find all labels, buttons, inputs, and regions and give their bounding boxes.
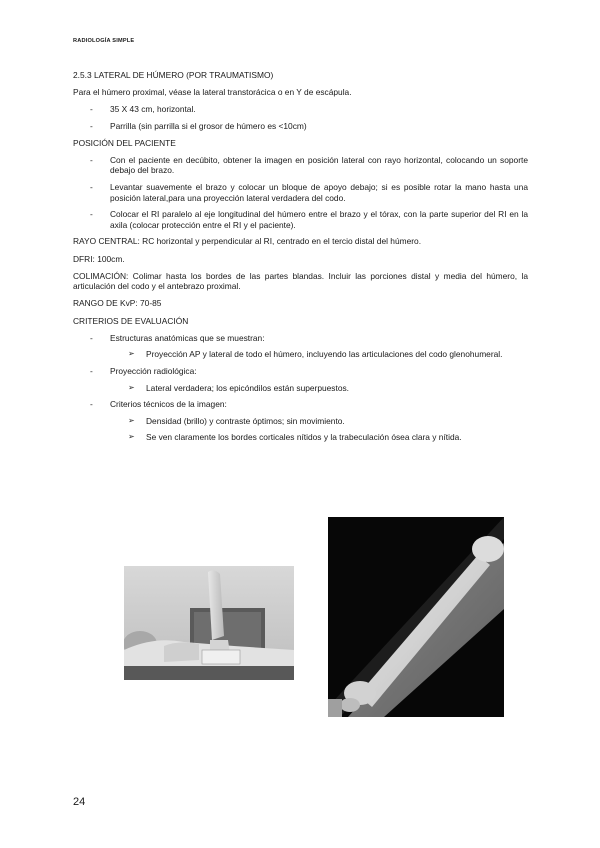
list-item: - Con el paciente en decúbito, obtener la imagen en posición lateral con rayo horizontal, colocando un soporte debajo del brazo. <box>90 154 528 176</box>
list-item: - Parrilla (sin parrilla si el grosor de húmero es <10cm) <box>90 120 307 131</box>
arrow-bullet-icon: ➢ <box>128 382 135 392</box>
dfri-paragraph: DFRI: 100cm. <box>73 253 125 264</box>
page-number: 24 <box>73 796 86 808</box>
list-item: - 35 X 43 cm, horizontal. <box>90 104 196 115</box>
humerus-radiograph <box>328 517 504 717</box>
arrow-bullet-icon: ➢ <box>128 415 135 425</box>
central-ray-paragraph: RAYO CENTRAL: RC horizontal y perpendicular al RI, centrado en el tercio distal del húmero. <box>73 236 422 247</box>
running-header: RADIOLOGÍA SIMPLE <box>73 38 135 44</box>
list-item: - Proyección radiológica: ➢ Lateral verdadera; los epicóndilos están superpuestos. <box>73 366 528 393</box>
section-body <box>73 70 528 449</box>
radiograph-illustration <box>328 517 504 717</box>
cassette-list <box>73 104 528 131</box>
sub-list-item: ➢ Densidad (brillo) y contraste óptimos; sin movimiento. <box>128 415 345 426</box>
list-item: - Levantar suavemente el brazo y colocar un bloque de apoyo debajo; si es posible rotar la mano hasta una posición lateral,para una proyección lateral verdadera del codo. <box>90 181 528 203</box>
patient-position-illustration <box>124 566 294 680</box>
list-item: - Estructuras anatómicas que se muestran: ➢ Proyección AP y lateral de todo el húmero, incluyendo las articulaciones del codo glenohumeral. <box>73 333 528 360</box>
sub-list <box>110 383 528 394</box>
intro-paragraph: Para el húmero proximal, véase la lateral transtorácica o en Y de escápula. <box>73 87 352 98</box>
arrow-bullet-icon: ➢ <box>128 432 135 442</box>
sub-list-item: ➢ Lateral verdadera; los epicóndilos están superpuestos. <box>128 382 349 393</box>
sub-list-item: ➢ Se ven claramente los bordes corticales nítidos y la trabeculación ósea clara y nítida. <box>128 432 462 443</box>
section-title: 2.5.3 LATERAL DE HÚMERO (POR TRAUMATISMO) <box>73 70 274 80</box>
criteria-heading: CRITERIOS DE EVALUACIÓN <box>73 315 189 326</box>
sub-list <box>110 349 528 360</box>
patient-position-photo <box>124 566 294 680</box>
collimation-paragraph: COLIMACIÓN: Colimar hasta los bordes de las partes blandas. Incluir las porciones distal y media del húmero, la articulación del codo y el antebrazo proximal. <box>73 270 528 292</box>
list-item: - Criterios técnicos de la imagen: ➢ Densidad (brillo) y contraste óptimos; sin movimiento. ➢ Se ven claramente los bordes corticales nítidos y la trabeculación ósea clara y nítida. <box>73 399 528 443</box>
list-item: - Colocar el RI paralelo al eje longitudinal del húmero entre el brazo y el tórax, con la parte superior del RI en la axila (colocar protección entre el RI y el paciente). <box>90 209 528 230</box>
position-list <box>73 155 528 231</box>
kvp-paragraph: RANGO DE KvP: 70-85 <box>73 298 162 309</box>
sub-list-item: ➢ Proyección AP y lateral de todo el húmero, incluyendo las articulaciones del codo glenohumeral. <box>128 349 503 360</box>
arrow-bullet-icon: ➢ <box>128 349 135 359</box>
sub-list <box>110 416 528 443</box>
criteria-list <box>73 333 528 443</box>
position-heading: POSICIÓN DEL PACIENTE <box>73 137 176 148</box>
